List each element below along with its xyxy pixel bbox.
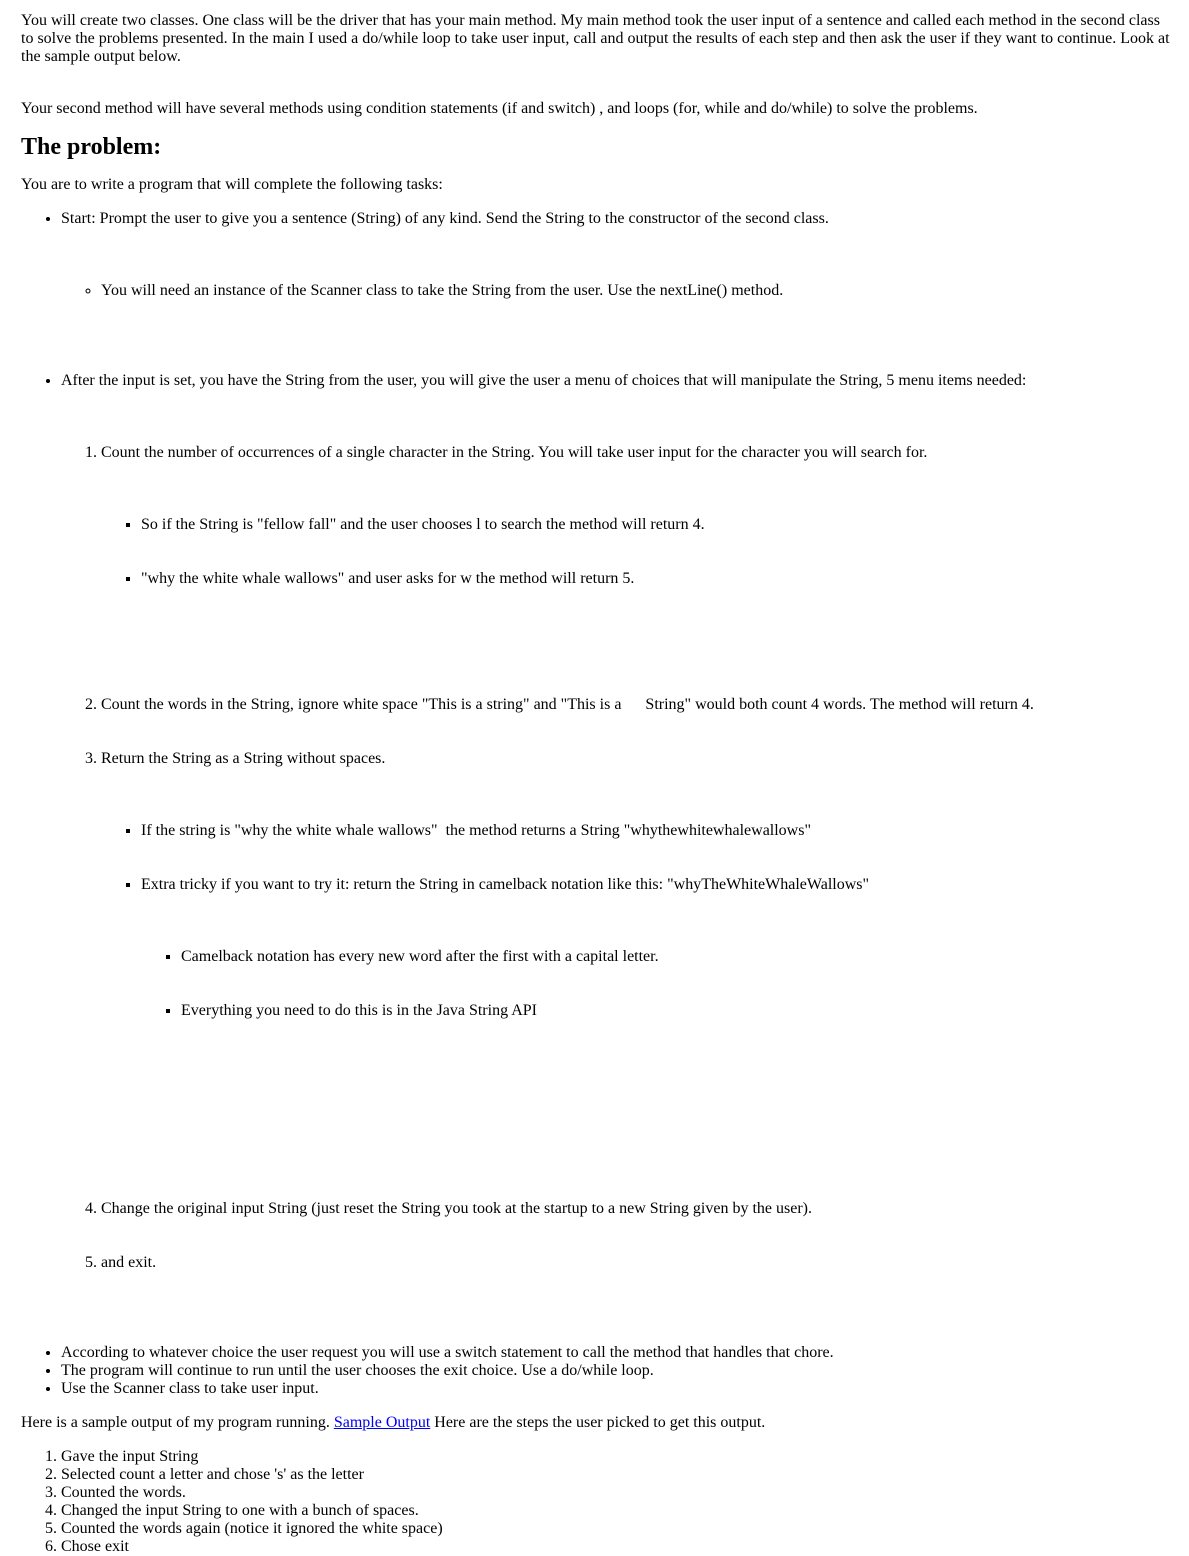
list-item: 5. Counted the words again (notice it ignored the white space) xyxy=(61,1520,1176,1538)
count-char-sublist xyxy=(101,480,1176,624)
menu-item-count-words: 2. Count the words in the String, ignore white space "This is a string" and "This is a String" would both count 4 words. The method will return 4. xyxy=(101,696,1176,714)
list-item: ◦ You will need an instance of the Scanner class to take the String from the user. Use the nextLine() method. xyxy=(101,282,1176,300)
task-start xyxy=(61,210,1176,372)
camelback-sublist xyxy=(141,912,1176,1056)
menu-item-exit: 5. and exit. xyxy=(101,1254,1176,1272)
no-spaces-sublist xyxy=(101,786,1176,1128)
task-menu xyxy=(61,372,1176,1344)
intro-paragraph: You will create two classes. One class will be the driver that has your main method. My main method took the user input of a sentence and called each method in the second class to solve the problems presented. In the main I used a do/while loop to take user input, call and output the results of each step and then ask the user if they want to continue. Look at the sample output below. xyxy=(21,12,1174,65)
task-start-text: Start: Prompt the user to give you a sentence (String) of any kind. Send the String to the constructor of the second class. xyxy=(61,210,829,227)
sample-output-link[interactable]: Sample Output xyxy=(333,1414,431,1431)
menu-items-list xyxy=(61,408,1176,1308)
list-item: ▪ "why the white whale wallows" and user asks for w the method will return 5. xyxy=(141,570,1176,588)
list-item: ▪ If the string is "why the white whale wallows" the method returns a String "whythewhitewhalewallows" xyxy=(141,822,1176,840)
task-switch: • According to whatever choice the user request you will use a switch statement to call the method that handles that chore. xyxy=(61,1344,1176,1362)
sample-before: Here is a sample output of my program running. xyxy=(21,1414,334,1431)
problem-heading: The problem: xyxy=(21,134,162,160)
sample-after: Here are the steps the user picked to get this output. xyxy=(430,1414,766,1431)
list-item: ▪ Camelback notation has every new word after the first with a capital letter. xyxy=(181,948,1176,966)
list-item: 1. Gave the input String xyxy=(61,1448,1176,1466)
list-item: 4. Changed the input String to one with a bunch of spaces. xyxy=(61,1502,1176,1520)
second-paragraph: Your second method will have several methods using condition statements (if and switch) , and loops (for, while and do/while) to solve the problems. xyxy=(21,100,978,117)
task-start-sublist xyxy=(61,246,1176,336)
list-item xyxy=(141,876,1176,1092)
task-menu-text: After the input is set, you have the String from the user, you will give the user a menu of choices that will manipulate the String, 5 menu items needed: xyxy=(61,372,1027,389)
list-item: 2. Selected count a letter and chose 's' as the letter xyxy=(61,1466,1176,1484)
camelback-text: Extra tricky if you want to try it: return the String in camelback notation like this: "whyTheWhiteWhaleWallows" xyxy=(141,876,870,893)
tasks-intro: You are to write a program that will complete the following tasks: xyxy=(21,176,443,193)
menu-item-no-spaces xyxy=(101,750,1176,1164)
menu-item-count-char xyxy=(101,444,1176,660)
menu-item-change-input: 4. Change the original input String (just reset the String you took at the startup to a new String given by the user). xyxy=(101,1200,1176,1218)
menu-item-text: Return the String as a String without spaces. xyxy=(101,750,386,767)
list-item: 6. Chose exit xyxy=(61,1538,1176,1556)
list-item: ▪ So if the String is "fellow fall" and the user chooses l to search the method will return 4. xyxy=(141,516,1176,534)
task-loop: • The program will continue to run until the user chooses the exit choice. Use a do/while loop. xyxy=(61,1362,1176,1380)
steps-list xyxy=(21,1448,1176,1556)
list-item: ▪ Everything you need to do this is in the Java String API xyxy=(181,1002,1176,1020)
list-item: 3. Counted the words. xyxy=(61,1484,1176,1502)
sample-paragraph xyxy=(21,1414,1176,1432)
task-list xyxy=(21,210,1176,1398)
task-scanner: • Use the Scanner class to take user input. xyxy=(61,1380,1176,1398)
menu-item-text: Count the number of occurrences of a single character in the String. You will take user input for the character you will search for. xyxy=(101,444,928,461)
